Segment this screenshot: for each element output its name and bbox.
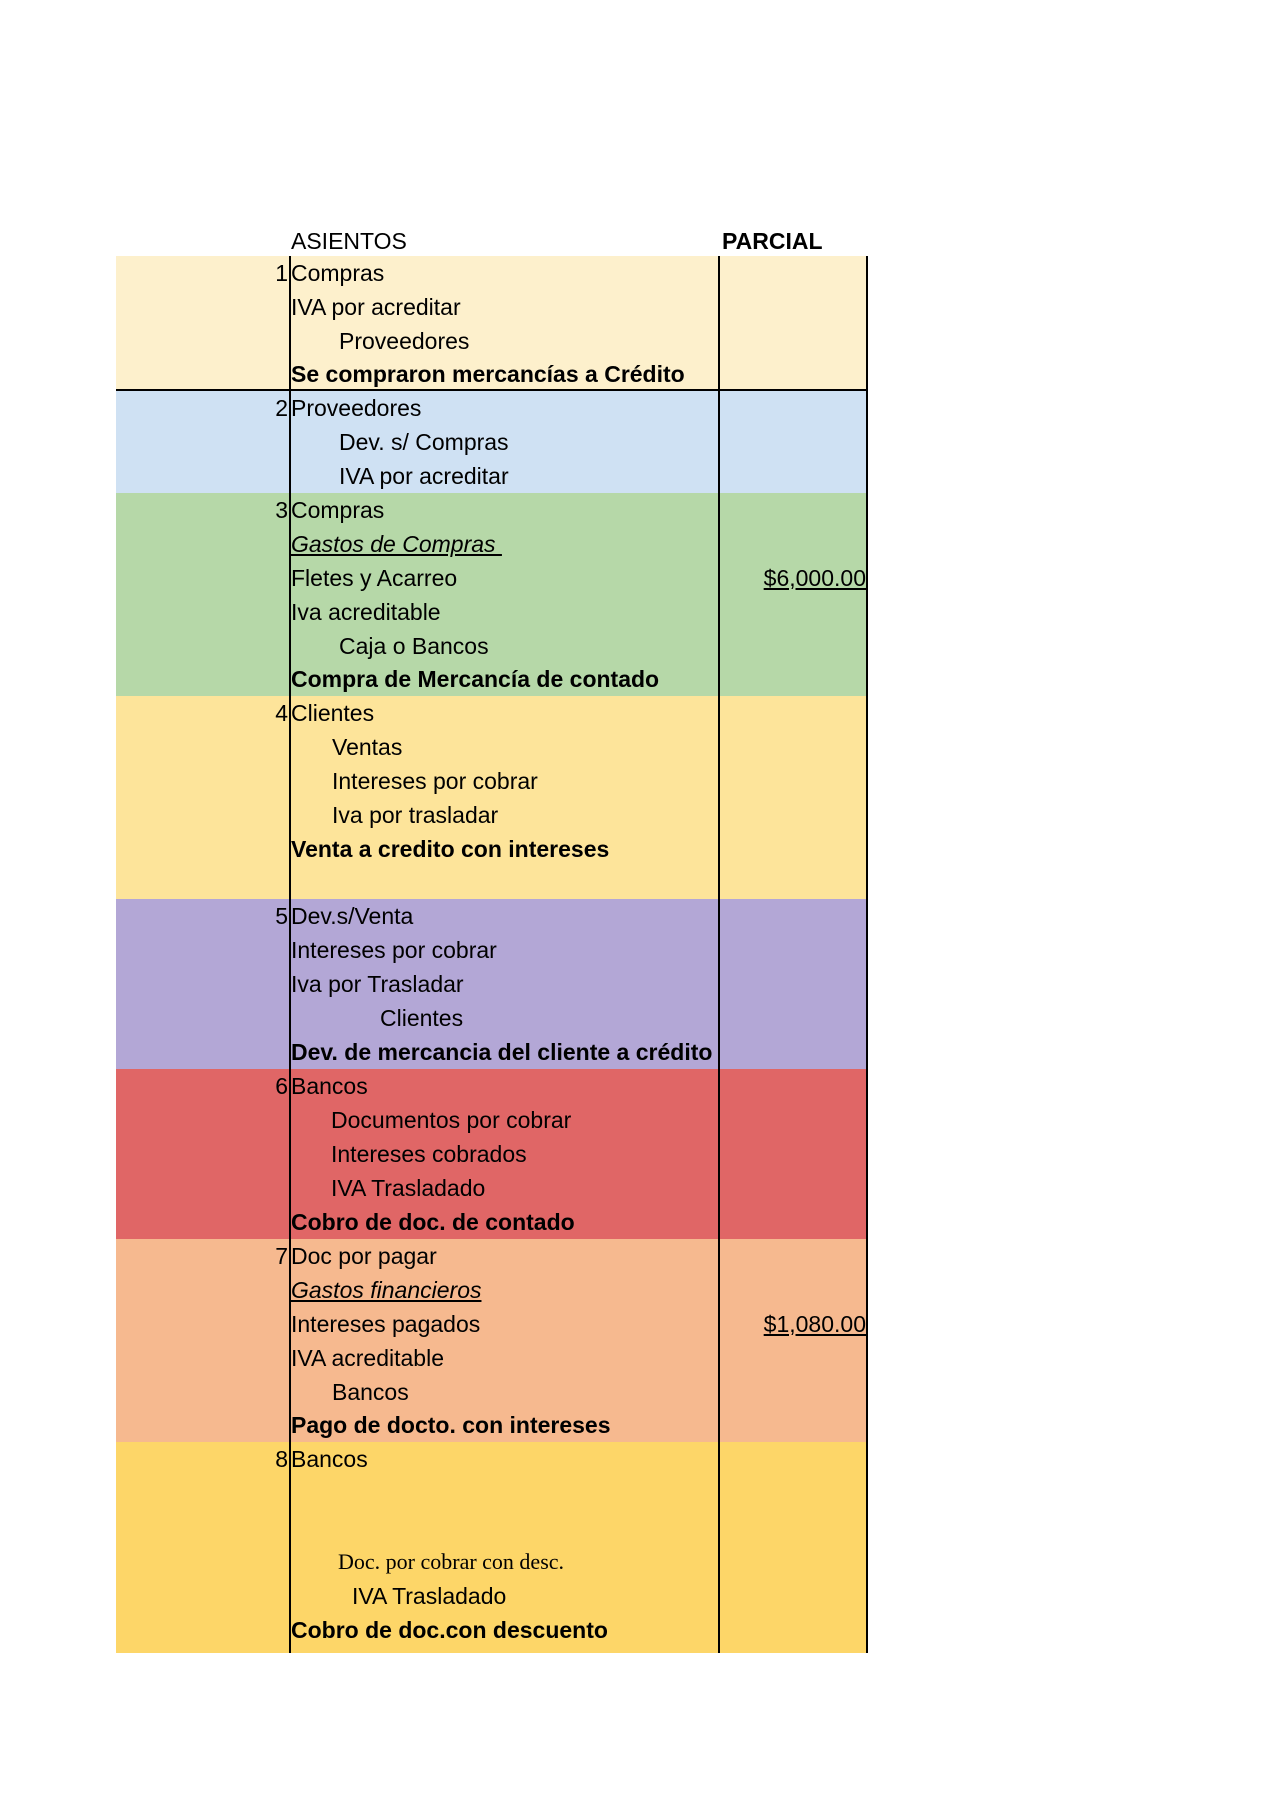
entry-number: 2 — [275, 395, 288, 421]
entry-row — [116, 1408, 868, 1442]
parcial-amount: $1,080.00 — [763, 1311, 866, 1337]
entry-description: Dev. de mercancia del cliente a crédito — [291, 1039, 713, 1065]
account-credit: Clientes — [380, 1005, 464, 1031]
account-group: Gastos financieros — [291, 1277, 482, 1303]
entry-row — [116, 1239, 868, 1273]
header-parcial: PARCIAL — [722, 228, 823, 254]
entry-row — [116, 662, 868, 696]
entry-row — [116, 1579, 868, 1613]
account-debit: Proveedores — [291, 395, 422, 421]
entry-row — [116, 696, 868, 730]
account-credit: Ventas — [332, 734, 403, 760]
account-credit: Doc. por cobrar con desc. — [338, 1549, 565, 1574]
entry-3 — [116, 493, 868, 696]
account-credit: IVA por acreditar — [339, 463, 509, 489]
entry-row — [116, 561, 868, 595]
account-debit: Iva acreditable — [291, 599, 441, 625]
account-debit: Intereses pagados — [291, 1311, 481, 1337]
entry-2 — [116, 391, 868, 493]
entry-row — [116, 1273, 868, 1307]
column-divider — [289, 256, 291, 1653]
entry-number: 3 — [275, 497, 288, 523]
account-debit: Fletes y Acarreo — [291, 565, 458, 591]
entry-row — [116, 1545, 868, 1579]
account-debit: Compras — [291, 497, 385, 523]
entry-5 — [116, 899, 868, 1069]
entry-row — [116, 391, 868, 425]
entry-number: 6 — [275, 1073, 288, 1099]
account-debit: Bancos — [291, 1446, 368, 1472]
entry-description: Pago de docto. con intereses — [291, 1412, 611, 1438]
entry-row — [116, 1205, 868, 1239]
entry-row — [116, 256, 868, 290]
entry-row — [116, 459, 868, 493]
entry-row — [116, 425, 868, 459]
entry-row — [116, 595, 868, 629]
account-debit: IVA acreditable — [291, 1345, 445, 1371]
entry-row — [116, 357, 868, 391]
entry-number: 5 — [275, 903, 288, 929]
entry-row — [116, 1137, 868, 1171]
account-debit: Intereses por cobrar — [291, 937, 497, 963]
account-debit: Dev.s/Venta — [291, 903, 414, 929]
account-credit: IVA Trasladado — [352, 1583, 507, 1609]
entry-row — [116, 324, 868, 358]
account-credit: Intereses cobrados — [331, 1141, 527, 1167]
entry-description: Cobro de doc. de contado — [291, 1209, 575, 1235]
entry-row — [116, 1171, 868, 1205]
entry-row — [116, 1035, 868, 1069]
entry-row — [116, 1613, 868, 1647]
entry-row — [116, 798, 868, 832]
entry-number: 1 — [275, 260, 288, 286]
row-divider — [116, 389, 868, 391]
entry-row — [116, 1069, 868, 1103]
account-credit: Documentos por cobrar — [331, 1107, 572, 1133]
account-debit: Compras — [291, 260, 385, 286]
entry-number: 4 — [275, 700, 288, 726]
account-debit: IVA por acreditar — [291, 294, 461, 320]
account-debit: Doc por pagar — [291, 1243, 437, 1269]
entry-row — [116, 967, 868, 1001]
entry-1 — [116, 256, 868, 390]
entry-row — [116, 764, 868, 798]
entry-row — [116, 1001, 868, 1035]
entry-6 — [116, 1069, 868, 1239]
entry-row — [116, 290, 868, 324]
account-credit: Iva por trasladar — [332, 802, 499, 828]
entry-description: Venta a credito con intereses — [291, 836, 610, 862]
entry-7 — [116, 1239, 868, 1442]
entry-4 — [116, 696, 868, 899]
entry-row — [116, 1103, 868, 1137]
account-credit: IVA Trasladado — [331, 1175, 486, 1201]
account-debit: Iva por Trasladar — [291, 971, 464, 997]
entry-row — [116, 1341, 868, 1375]
entry-row — [116, 832, 868, 866]
entry-row — [116, 1442, 868, 1476]
account-debit: Clientes — [291, 700, 375, 726]
account-credit: Proveedores — [339, 328, 470, 354]
entry-description: Se compraron mercancías a Crédito — [291, 361, 685, 387]
account-debit: Bancos — [291, 1073, 368, 1099]
header-asientos: ASIENTOS — [291, 228, 407, 254]
entry-number: 7 — [275, 1243, 288, 1269]
account-group: Gastos de Compras — [291, 531, 502, 557]
column-divider — [866, 256, 868, 1653]
account-credit: Dev. s/ Compras — [339, 429, 509, 455]
entry-row — [116, 629, 868, 663]
entry-8 — [116, 1442, 868, 1653]
entry-row — [116, 493, 868, 527]
entry-row — [116, 933, 868, 967]
account-credit: Caja o Bancos — [339, 633, 489, 659]
entry-row — [116, 899, 868, 933]
entry-row — [116, 1307, 868, 1341]
parcial-amount: $6,000.00 — [763, 565, 866, 591]
entry-row — [116, 730, 868, 764]
account-credit: Intereses por cobrar — [332, 768, 538, 794]
entry-number: 8 — [275, 1446, 288, 1472]
entry-row — [116, 1375, 868, 1409]
column-divider — [718, 256, 720, 1653]
entry-description: Cobro de doc.con descuento — [291, 1617, 608, 1643]
entry-row — [116, 527, 868, 561]
entry-description: Compra de Mercancía de contado — [291, 666, 660, 692]
account-credit: Bancos — [332, 1379, 409, 1405]
